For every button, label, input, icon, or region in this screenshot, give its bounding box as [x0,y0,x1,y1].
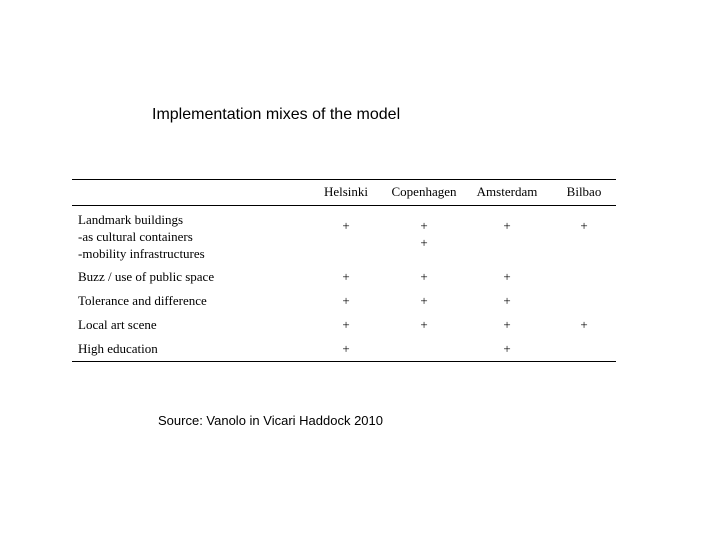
row-label [72,316,306,340]
plus-mark: + [342,218,350,233]
plus-mark: + [420,235,428,250]
row-label-line: Tolerance and difference [78,293,207,308]
row-label-line: Landmark buildings [78,212,184,227]
row-label-line: Buzz / use of public space [78,269,215,284]
plus-mark: + [420,293,428,308]
row-label [72,340,306,361]
plus-mark: + [342,341,350,356]
row-label-line: -mobility infrastructures [78,246,205,261]
table-body [72,206,616,362]
plus-mark: + [503,341,511,356]
comparison-table [72,179,616,362]
table-row [72,206,616,269]
plus-mark: + [503,293,511,308]
plus-mark: + [580,317,588,332]
table-cell [386,268,462,292]
plus-mark: + [342,269,350,284]
table-cell [462,340,552,361]
table-row [72,316,616,340]
row-label [72,268,306,292]
table-cell [386,292,462,316]
table-cell [552,268,616,292]
table-cell [462,206,552,269]
page-title: Implementation mixes of the model [152,106,401,123]
table-cell [386,340,462,361]
plus-mark: + [420,269,428,284]
table-cell [306,268,386,292]
table-cell [462,268,552,292]
table-cell [386,316,462,340]
table-cell [306,292,386,316]
row-label [72,206,306,269]
table-cell [306,340,386,361]
table-cell [552,316,616,340]
plus-mark: + [503,269,511,284]
header-helsinki: Helsinki [306,180,386,206]
table-row [72,340,616,361]
table-cell [306,316,386,340]
header-bilbao: Bilbao [552,180,616,206]
plus-mark: + [342,317,350,332]
source-note: Source: Vanolo in Vicari Haddock 2010 [158,413,383,428]
plus-mark: + [342,293,350,308]
row-label-line: Local art scene [78,317,157,332]
table-header-row [72,180,616,206]
plus-mark: + [420,317,428,332]
plus-mark: + [503,218,511,233]
row-label [72,292,306,316]
table-cell [386,206,462,269]
table-row [72,268,616,292]
header-copenhagen: Copenhagen [386,180,462,206]
table-cell [306,206,386,269]
table-cell [552,206,616,269]
plus-mark: + [580,218,588,233]
table-cell [552,340,616,361]
table-cell [552,292,616,316]
table-cell [462,292,552,316]
header-amsterdam: Amsterdam [462,180,552,206]
plus-mark: + [503,317,511,332]
header-empty [72,180,306,206]
table-cell [462,316,552,340]
row-label-line: High education [78,341,158,356]
row-label-line: -as cultural containers [78,229,193,244]
plus-mark: + [420,218,428,233]
table-row [72,292,616,316]
